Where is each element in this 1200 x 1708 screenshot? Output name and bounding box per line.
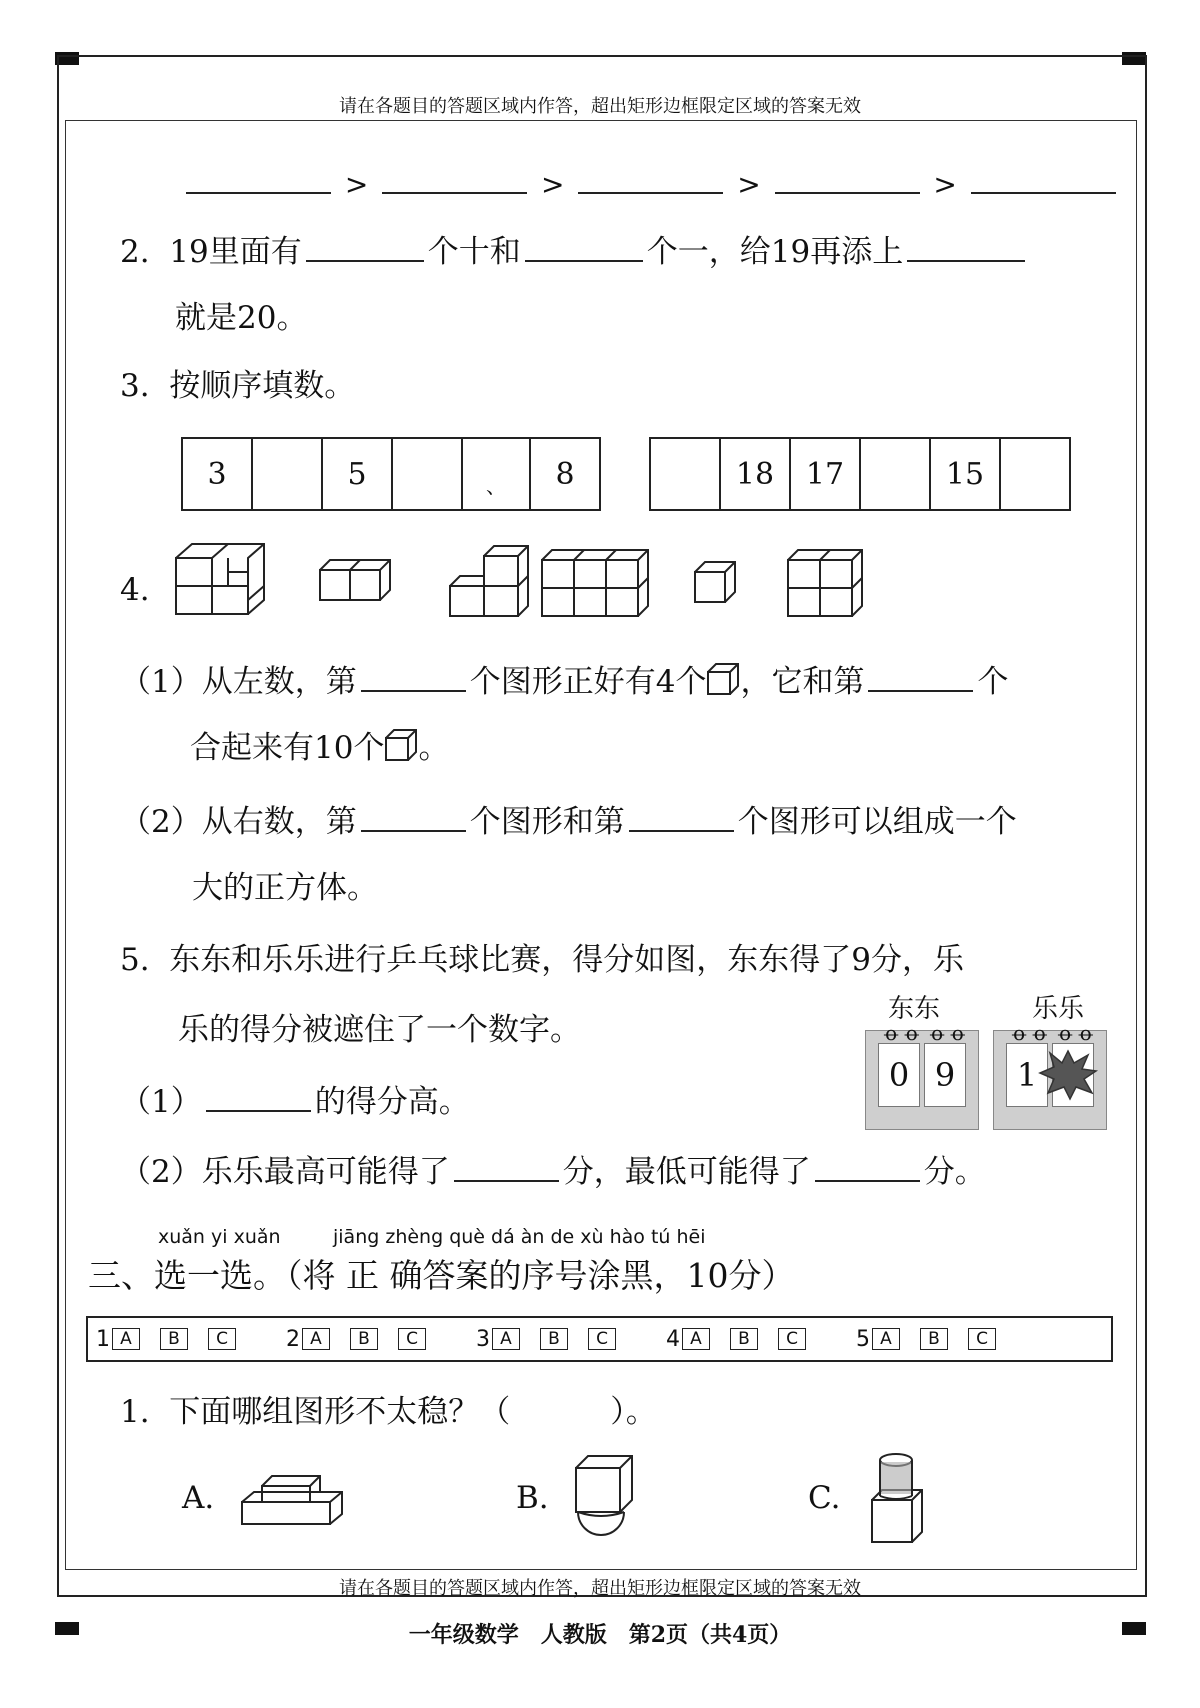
ring-icon: ꝋ ꝋ bbox=[1058, 1021, 1093, 1045]
q1-order-line bbox=[182, 162, 1120, 205]
option-a-label: A. bbox=[182, 1480, 215, 1516]
score-digit: 9 bbox=[924, 1043, 966, 1107]
blank[interactable] bbox=[775, 162, 920, 194]
q5-line1 bbox=[120, 940, 964, 980]
s3-q1 bbox=[120, 1392, 657, 1432]
sequence-cell[interactable] bbox=[393, 439, 463, 509]
q4-sub2-line1 bbox=[120, 800, 1017, 842]
q5-text: （2）乐乐最高可能得了 bbox=[120, 1154, 450, 1190]
answer-number: 1 bbox=[96, 1326, 110, 1352]
blank[interactable] bbox=[868, 660, 973, 692]
cube-figure-4 bbox=[542, 550, 648, 616]
answer-bubble-row bbox=[86, 1316, 1113, 1362]
question-number: 3. bbox=[120, 368, 150, 404]
answer-bubble[interactable]: B bbox=[160, 1328, 188, 1350]
page-footer: 一年级数学 人教版 第2页（共4页） bbox=[408, 1622, 792, 1648]
blank[interactable] bbox=[382, 162, 527, 194]
answer-group-5 bbox=[856, 1327, 1016, 1352]
sequence-cell[interactable] bbox=[253, 439, 323, 509]
answer-number: 4 bbox=[666, 1326, 680, 1352]
answer-bubble[interactable]: A bbox=[872, 1328, 900, 1350]
sequence-cell[interactable]: 、 bbox=[463, 439, 531, 509]
option-c-label: C. bbox=[808, 1480, 841, 1516]
answer-group-1 bbox=[96, 1327, 256, 1352]
blank[interactable] bbox=[578, 162, 723, 194]
cube-figures bbox=[170, 538, 1170, 648]
q4-text: ，它和第 bbox=[740, 664, 865, 700]
answer-number: 5 bbox=[856, 1326, 870, 1352]
answer-bubble[interactable]: B bbox=[540, 1328, 568, 1350]
sequence-cell[interactable] bbox=[1001, 439, 1069, 509]
answer-group-3 bbox=[476, 1327, 636, 1352]
q4-sub1-line2 bbox=[190, 728, 449, 768]
question-number: 5. bbox=[120, 942, 150, 978]
s3-q1-text: 下面哪组图形不太稳？（ bbox=[169, 1394, 511, 1430]
sequence-cell: 18 bbox=[721, 439, 791, 509]
blank[interactable] bbox=[186, 162, 331, 194]
q4-text: （1）从左数，第 bbox=[120, 664, 357, 700]
cube-on-sphere-figure bbox=[568, 1450, 638, 1540]
answer-bubble[interactable]: B bbox=[350, 1328, 378, 1350]
answer-bubble[interactable]: C bbox=[398, 1328, 426, 1350]
pinyin-instruction: jiāng zhèng què dá àn de xù hào tú hēi bbox=[333, 1226, 706, 1248]
score-digit: 0 bbox=[878, 1043, 920, 1107]
q2-text: 个十和 bbox=[427, 234, 521, 270]
q4-number: 4. bbox=[120, 572, 150, 608]
q5-text: 东东和乐乐进行乒乓球比赛，得分如图，东东得了9分，乐 bbox=[169, 942, 965, 978]
sequence-box-ascending bbox=[181, 437, 601, 511]
answer-group-2 bbox=[286, 1327, 446, 1352]
q4-text: 个图形正好有4个 bbox=[469, 664, 707, 700]
cube-figure-5 bbox=[695, 562, 735, 602]
answer-bubble[interactable]: A bbox=[682, 1328, 710, 1350]
small-cube-icon bbox=[384, 728, 418, 762]
q5-sub1 bbox=[120, 1080, 470, 1122]
ring-icon: ꝋ ꝋ bbox=[1012, 1021, 1047, 1045]
answer-bubble[interactable]: C bbox=[968, 1328, 996, 1350]
answer-bubble[interactable]: C bbox=[778, 1328, 806, 1350]
notice-top: 请在各题目的答题区域内作答，超出矩形边框限定区域的答案无效 bbox=[339, 96, 861, 117]
q4-sub2-line2: 大的正方体。 bbox=[192, 870, 378, 906]
sequence-box-descending bbox=[649, 437, 1071, 511]
sequence-cell: 5 bbox=[323, 439, 393, 509]
answer-number: 3 bbox=[476, 1326, 490, 1352]
gt-sign: > bbox=[541, 168, 565, 201]
notice-bottom: 请在各题目的答题区域内作答，超出矩形边框限定区域的答案无效 bbox=[339, 1578, 861, 1599]
gt-sign: > bbox=[737, 168, 761, 201]
gt-sign: > bbox=[933, 168, 957, 201]
blank[interactable] bbox=[629, 800, 734, 832]
hidden-digit-blot-icon bbox=[1038, 1049, 1098, 1099]
q3-text: 按顺序填数。 bbox=[169, 368, 356, 404]
q5-text: 分，最低可能得了 bbox=[562, 1154, 811, 1190]
blank[interactable] bbox=[454, 1150, 559, 1182]
ring-icon: ꝋ ꝋ bbox=[930, 1021, 965, 1045]
blank[interactable] bbox=[907, 230, 1025, 262]
scoreboard-dongdong bbox=[865, 1021, 979, 1130]
q2-text: 19里面有 bbox=[169, 234, 302, 270]
answer-bubble[interactable]: B bbox=[730, 1328, 758, 1350]
question-number: 2. bbox=[120, 234, 150, 270]
answer-bubble[interactable]: C bbox=[208, 1328, 236, 1350]
scoreboard-label-lele: 乐乐 bbox=[1032, 994, 1085, 1024]
scoreboard-label-dongdong: 东东 bbox=[888, 994, 941, 1024]
q2-line2: 就是20。 bbox=[175, 300, 308, 336]
q4-text: 个 bbox=[977, 664, 1009, 700]
q4-text: 个图形可以组成一个 bbox=[737, 804, 1017, 840]
cube-figure-3 bbox=[450, 546, 528, 616]
cube-figure-2 bbox=[320, 560, 390, 600]
blank[interactable] bbox=[815, 1150, 920, 1182]
answer-number: 2 bbox=[286, 1326, 300, 1352]
answer-bubble[interactable]: C bbox=[588, 1328, 616, 1350]
cube-figure-1 bbox=[176, 544, 264, 614]
blank[interactable] bbox=[361, 800, 466, 832]
q4-text: 个图形和第 bbox=[469, 804, 625, 840]
cube-figure-6 bbox=[788, 550, 862, 616]
q4-text: 。 bbox=[418, 730, 450, 766]
q4-text: （2）从右数，第 bbox=[120, 804, 357, 840]
stable-blocks-figure bbox=[240, 1470, 350, 1530]
q5-line2: 乐的得分被遮住了一个数字。 bbox=[178, 1012, 581, 1048]
blank[interactable] bbox=[306, 230, 424, 262]
blank[interactable] bbox=[206, 1080, 311, 1112]
answer-bubble[interactable]: A bbox=[492, 1328, 520, 1350]
answer-bubble[interactable]: B bbox=[920, 1328, 948, 1350]
answer-bubble[interactable]: A bbox=[112, 1328, 140, 1350]
q5-sub2 bbox=[120, 1150, 986, 1192]
gt-sign: > bbox=[344, 168, 369, 201]
q5-text: 分。 bbox=[923, 1154, 986, 1190]
sequence-cell[interactable] bbox=[861, 439, 931, 509]
pinyin-xuan-yi-xuan: xuǎn yi xuǎn bbox=[158, 1226, 281, 1248]
s3-q1-text: ）。 bbox=[610, 1394, 657, 1430]
cylinder-on-cube-figure bbox=[868, 1450, 928, 1550]
answer-bubble[interactable]: A bbox=[302, 1328, 330, 1350]
sequence-cell: 8 bbox=[555, 456, 575, 492]
option-b-label: B. bbox=[516, 1480, 549, 1516]
sequence-cell: 3 bbox=[183, 439, 253, 509]
q2-text: 个一，给19再添上 bbox=[646, 234, 904, 270]
sequence-cell: 17 bbox=[791, 439, 861, 509]
answer-group-4 bbox=[666, 1327, 826, 1352]
q2-line1 bbox=[120, 230, 1029, 272]
score-digit: 1 bbox=[1006, 1043, 1048, 1107]
scoreboard-lele bbox=[993, 1021, 1107, 1130]
q5-text: （1） bbox=[120, 1084, 202, 1120]
sequence-cell: 15 bbox=[931, 439, 1001, 509]
blank[interactable] bbox=[971, 162, 1116, 194]
q4-text: 合起来有10个 bbox=[190, 730, 385, 766]
blank[interactable] bbox=[525, 230, 643, 262]
q5-text: 的得分高。 bbox=[314, 1084, 470, 1120]
q4-sub1-line1 bbox=[120, 660, 1008, 702]
small-cube-icon bbox=[706, 662, 740, 696]
blank[interactable] bbox=[361, 660, 466, 692]
section3-title: 三、选一选。（将 正 确答案的序号涂黑，10分） bbox=[88, 1256, 795, 1295]
sequence-cell[interactable] bbox=[651, 439, 721, 509]
q3-title bbox=[120, 366, 355, 406]
question-number: 1. bbox=[120, 1394, 150, 1430]
ring-icon: ꝋ ꝋ bbox=[884, 1021, 919, 1045]
